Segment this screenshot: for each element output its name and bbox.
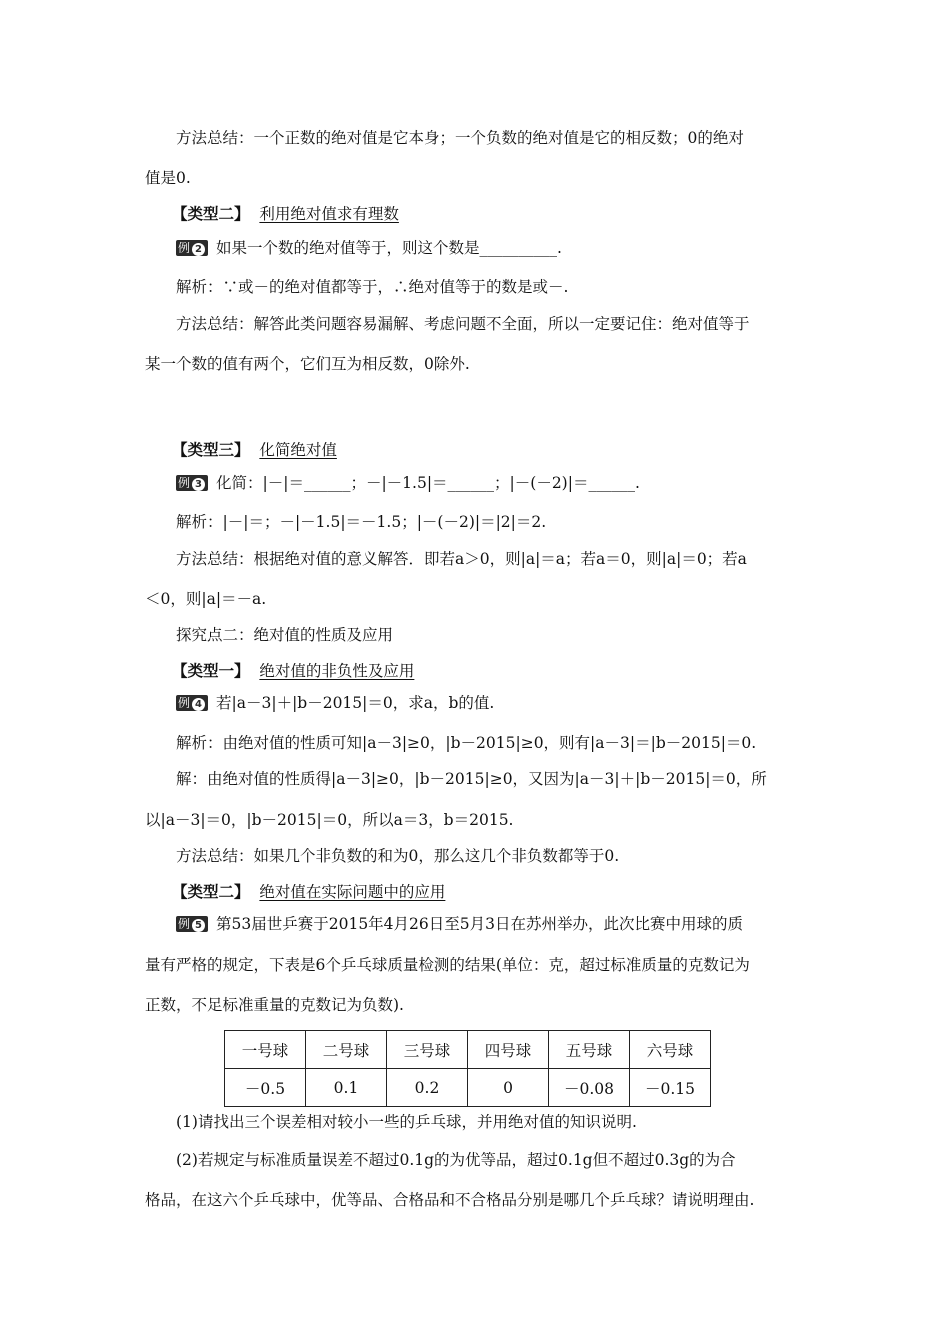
heading-tag: 【类型三】 <box>172 440 250 459</box>
example-badge-2: 例 2 <box>176 240 208 256</box>
solution-4: 解：由绝对值的性质得|a－3|≥0，|b－2015|≥0，又因为|a－3|＋|b－2015|＝0，所 <box>176 770 767 788</box>
heading-tag: 【类型二】 <box>172 882 250 901</box>
question-1: (1)请找出三个误差相对较小一些的乒乓球，并用绝对值的知识说明. <box>176 1113 637 1131</box>
method-summary-2-cont: 某一个数的值有两个，它们互为相反数，0除外. <box>145 355 470 373</box>
method-summary-1: 方法总结：一个正数的绝对值是它本身；一个负数的绝对值是它的相反数；0的绝对 <box>176 129 744 147</box>
question-2: (2)若规定与标准质量误差不超过0.1g的为优等品，超过0.1g但不超过0.3g的为合 <box>176 1151 736 1169</box>
example-2 <box>176 238 562 258</box>
table-header-cell: 六号球 <box>630 1031 711 1069</box>
heading-title: 绝对值的非负性及应用 <box>259 662 415 680</box>
ball-mass-table <box>224 1030 711 1107</box>
table-header-cell: 三号球 <box>387 1031 468 1069</box>
example-3-text: 化简：|－|＝______；－|－1.5|＝______；|－(－2)|＝______. <box>216 474 640 492</box>
method-summary-1-cont: 值是0. <box>145 169 191 187</box>
heading-type-2b <box>172 882 445 902</box>
example-5-text: 第53届世乒赛于2015年4月26日至5月3日在苏州举办，此次比赛中用球的质 <box>216 915 743 933</box>
heading-title: 绝对值在实际问题中的应用 <box>259 883 446 901</box>
section-title-2: 探究点二：绝对值的性质及应用 <box>176 626 394 644</box>
table-cell: 0.2 <box>387 1069 468 1107</box>
heading-type-2 <box>172 204 399 224</box>
heading-title: 利用绝对值求有理数 <box>259 205 399 223</box>
table-row <box>225 1069 711 1107</box>
method-summary-4: 方法总结：如果几个非负数的和为0，那么这几个非负数都等于0. <box>176 847 620 865</box>
heading-type-3 <box>172 440 337 460</box>
solution-4-cont: 以|a－3|＝0，|b－2015|＝0，所以a＝3，b＝2015. <box>145 811 514 829</box>
example-5 <box>176 914 743 934</box>
example-5-cont-2: 正数，不足标准重量的克数记为负数). <box>145 996 404 1014</box>
heading-type-1 <box>172 661 414 681</box>
table-cell: －0.5 <box>225 1069 306 1107</box>
example-5-cont-1: 量有严格的规定，下表是6个乒乓球质量检测的结果(单位：克，超过标准质量的克数记为 <box>145 956 750 974</box>
example-4-text: 若|a－3|＋|b－2015|＝0，求a，b的值. <box>216 694 495 712</box>
example-badge-4: 例 4 <box>176 695 208 711</box>
example-2-text: 如果一个数的绝对值等于，则这个数是__________. <box>216 239 562 257</box>
analysis-4: 解析：由绝对值的性质可知|a－3|≥0，|b－2015|≥0，则有|a－3|＝|b－2015|＝0. <box>176 734 757 752</box>
table-header-cell: 一号球 <box>225 1031 306 1069</box>
table-header-cell: 四号球 <box>468 1031 549 1069</box>
heading-tag: 【类型一】 <box>172 661 250 680</box>
table-cell: －0.08 <box>549 1069 630 1107</box>
heading-title: 化简绝对值 <box>259 441 337 459</box>
method-summary-3: 方法总结：根据绝对值的意义解答．即若a＞0，则|a|＝a；若a＝0，则|a|＝0；若a <box>176 550 747 568</box>
table-cell: －0.15 <box>630 1069 711 1107</box>
method-summary-2: 方法总结：解答此类问题容易漏解、考虑问题不全面，所以一定要记住：绝对值等于 <box>176 315 750 333</box>
analysis-2: 解析：∵或－的绝对值都等于，∴绝对值等于的数是或－. <box>176 278 569 296</box>
table-cell: 0.1 <box>306 1069 387 1107</box>
example-3 <box>176 473 640 493</box>
table-header-cell: 二号球 <box>306 1031 387 1069</box>
table-header-row <box>225 1031 711 1069</box>
example-4 <box>176 693 494 713</box>
heading-tag: 【类型二】 <box>172 204 250 223</box>
example-badge-5: 例 5 <box>176 916 208 932</box>
example-badge-3: 例 3 <box>176 475 208 491</box>
question-2-cont: 格品，在这六个乒乓球中，优等品、合格品和不合格品分别是哪几个乒乓球？请说明理由. <box>145 1191 755 1209</box>
table-header-cell: 五号球 <box>549 1031 630 1069</box>
analysis-3: 解析：|－|＝；－|－1.5|＝－1.5；|－(－2)|＝|2|＝2. <box>176 513 547 531</box>
table-cell: 0 <box>468 1069 549 1107</box>
method-summary-3-cont: ＜0，则|a|＝－a. <box>145 590 267 608</box>
